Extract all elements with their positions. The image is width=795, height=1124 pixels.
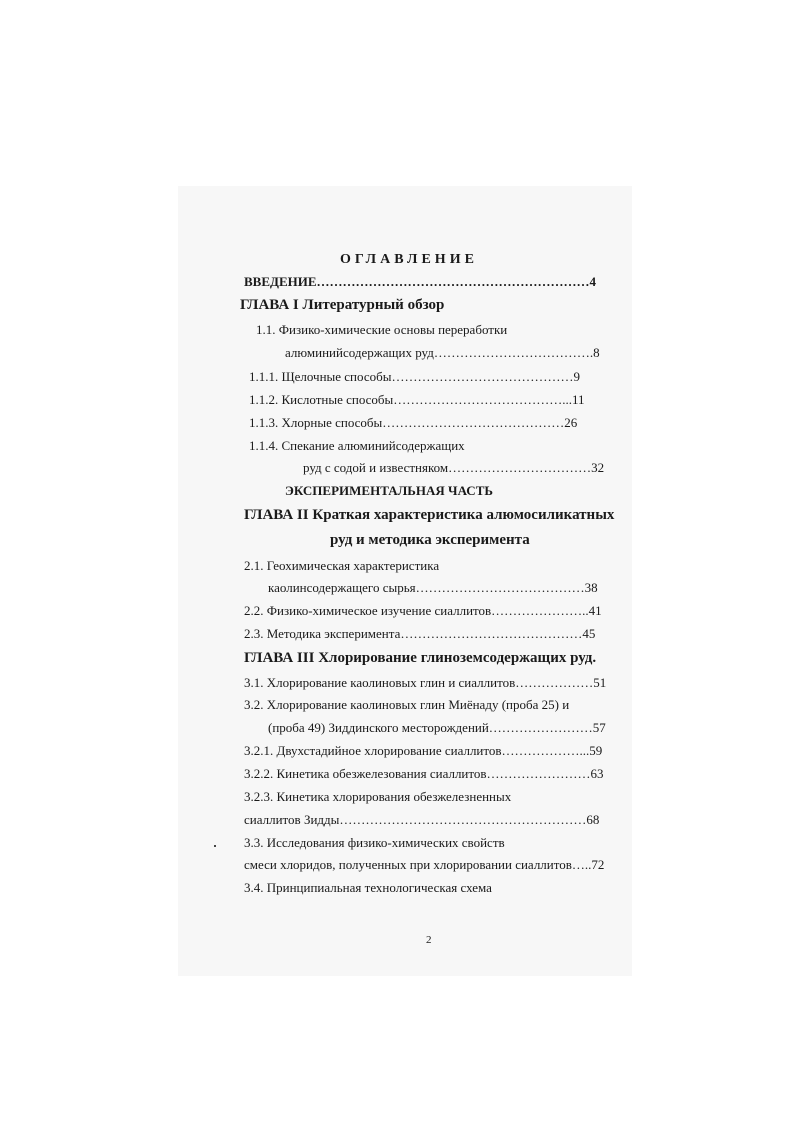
toc-chapter-3: ГЛАВА III Хлорирование глиноземсодержащих руд. bbox=[244, 650, 597, 666]
scan-speck bbox=[214, 845, 216, 847]
page-number: 2 bbox=[426, 934, 432, 946]
toc-entry: 2.2. Физико-химическое изучение сиаллитов…………………..41 bbox=[244, 603, 602, 618]
toc-entry: 1.1.4. Спекание алюминийсодержащих bbox=[249, 438, 465, 453]
toc-title: ОГЛАВЛЕНИЕ bbox=[340, 252, 478, 267]
toc-entry: 3.1. Хлорирование каолиновых глин и сиаллитов………………51 bbox=[244, 675, 607, 690]
toc-entry: 3.3. Исследования физико-химических свойств bbox=[244, 835, 505, 850]
toc-entry: 1.1.3. Хлорные способы……………………………………26 bbox=[249, 415, 578, 430]
toc-entry: 3.2.1. Двухстадийное хлорирование сиаллитов………………...59 bbox=[244, 743, 603, 758]
toc-entry: 3.2.3. Кинетика хлорирования обезжелезненных bbox=[244, 789, 512, 804]
toc-entry: (проба 49) Зиддинского месторождений……………………57 bbox=[268, 720, 606, 735]
toc-entry: руд с содой и известняком……………………………32 bbox=[303, 460, 605, 475]
toc-chapter-1: ГЛАВА I Литературный обзор bbox=[240, 297, 445, 313]
toc-entry: 2.1. Геохимическая характеристика bbox=[244, 558, 440, 573]
toc-entry-intro: ВВЕДЕНИЕ………………………………………………………4 bbox=[244, 274, 597, 289]
toc-entry: каолинсодержащего сырья…………………………………38 bbox=[268, 580, 598, 595]
toc-entry: алюминийсодержащих руд……………………………….8 bbox=[285, 345, 600, 360]
toc-entry: 3.2.2. Кинетика обезжелезования сиаллитов……………………63 bbox=[244, 766, 604, 781]
toc-entry: смеси хлоридов, полученных при хлорировании сиаллитов…..72 bbox=[244, 857, 605, 872]
toc-chapter-2: ГЛАВА II Краткая характеристика алюмосиликатных bbox=[244, 507, 615, 523]
toc-section-experimental: ЭКСПЕРИМЕНТАЛЬНАЯ ЧАСТЬ bbox=[285, 483, 493, 498]
toc-chapter-2-cont: руд и методика эксперимента bbox=[330, 532, 530, 548]
toc-entry: 1.1.1. Щелочные способы……………………………………9 bbox=[249, 369, 580, 384]
toc-entry: 3.4. Принципиальная технологическая схема bbox=[244, 880, 492, 895]
toc-entry: 1.1. Физико-химические основы переработки bbox=[256, 322, 508, 337]
toc-entry: сиаллитов Зидды…………………………………………………68 bbox=[244, 812, 600, 827]
toc-entry: 2.3. Методика эксперимента……………………………………45 bbox=[244, 626, 596, 641]
toc-entry: 3.2. Хлорирование каолиновых глин Миёнаду (проба 25) и bbox=[244, 697, 570, 712]
toc-entry: 1.1.2. Кислотные способы…………………………………...11 bbox=[249, 392, 585, 407]
